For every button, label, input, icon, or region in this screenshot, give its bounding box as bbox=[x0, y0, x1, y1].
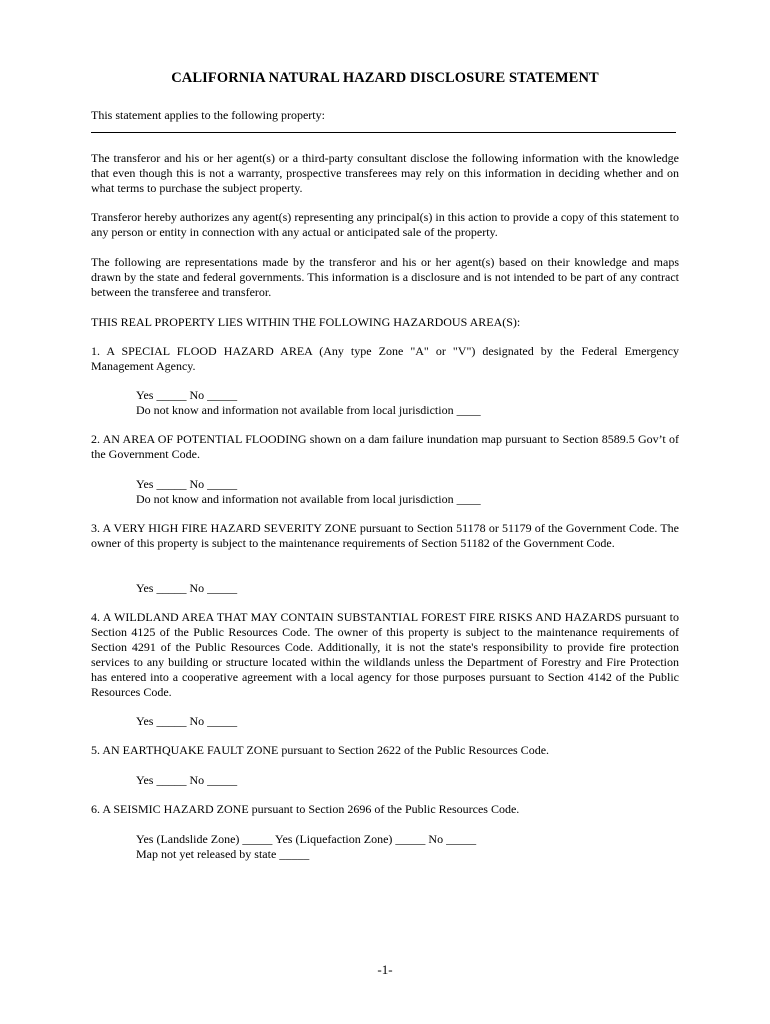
hazard-item-1-options[interactable]: Yes _____ No _____ bbox=[136, 388, 238, 402]
hazard-item-6: 6. A SEISMIC HAZARD ZONE pursuant to Section 2696 of the Public Resources Code. bbox=[91, 802, 520, 816]
hazard-item-2-unknown[interactable]: Do not know and information not available from local jurisdiction ____ bbox=[136, 492, 481, 506]
page-number: -1- bbox=[377, 962, 393, 977]
hazard-item-2-options[interactable]: Yes _____ No _____ bbox=[136, 477, 238, 491]
hazard-item-3-options[interactable]: Yes _____ No _____ bbox=[136, 581, 238, 595]
representations-paragraph: The following are representations made by the transferor and his or her agent(s) based on their knowledge and maps drawn by the state and federal governments. This information is a disclosure and is not intended to be part of any contract between the transferee and transferor. bbox=[91, 255, 679, 299]
hazard-item-6-map-status[interactable]: Map not yet released by state _____ bbox=[136, 847, 310, 861]
property-blank-line[interactable] bbox=[91, 132, 676, 133]
hazard-item-5: 5. AN EARTHQUAKE FAULT ZONE pursuant to Section 2622 of the Public Resources Code. bbox=[91, 743, 550, 757]
hazard-item-4-options[interactable]: Yes _____ No _____ bbox=[136, 714, 238, 728]
hazard-item-1-unknown[interactable]: Do not know and information not available from local jurisdiction ____ bbox=[136, 403, 481, 417]
authorization-paragraph: Transferor hereby authorizes any agent(s) representing any principal(s) in this action to provide a copy of this statement to any person or entity in connection with any actual or anticipated sale of the property. bbox=[91, 210, 679, 239]
hazard-item-1: 1. A SPECIAL FLOOD HAZARD AREA (Any type Zone "A" or "V") designated by the Federal Emergency Management Agency. bbox=[91, 344, 679, 373]
page-title: CALIFORNIA NATURAL HAZARD DISCLOSURE STATEMENT bbox=[171, 70, 599, 86]
applies-to-label: This statement applies to the following property: bbox=[91, 108, 325, 122]
hazard-item-3: 3. A VERY HIGH FIRE HAZARD SEVERITY ZONE pursuant to Section 51178 or 51179 of the Government Code. The owner of this property is subject to the maintenance requirements of Section 51182 of the Government Code. bbox=[91, 521, 679, 550]
hazard-heading: THIS REAL PROPERTY LIES WITHIN THE FOLLOWING HAZARDOUS AREA(S): bbox=[91, 315, 521, 329]
hazard-item-4: 4. A WILDLAND AREA THAT MAY CONTAIN SUBSTANTIAL FOREST FIRE RISKS AND HAZARDS pursuant to Section 4125 of the Public Resources Code. The owner of this property is subject to the maintenance requirements of Section 4291 of the Public Resources Code. Additionally, it is not the state's responsibility to provide fire protection services to any building or structure located within the wildlands unless the Department of Forestry and Fire Protection has entered into a cooperative agreement with a local agency for those purposes pursuant to Section 4142 of the Public Resources Code. bbox=[91, 610, 679, 699]
hazard-item-5-options[interactable]: Yes _____ No _____ bbox=[136, 773, 238, 787]
hazard-item-6-options[interactable]: Yes (Landslide Zone) _____ Yes (Liquefaction Zone) _____ No _____ bbox=[136, 832, 477, 846]
disclosure-paragraph: The transferor and his or her agent(s) or a third-party consultant disclose the following information with the knowledge that even though this is not a warranty, prospective transferees may rely on this information in deciding whether and on what terms to purchase the subject property. bbox=[91, 151, 679, 195]
hazard-item-2: 2. AN AREA OF POTENTIAL FLOODING shown on a dam failure inundation map pursuant to Section 8589.5 Gov’t of the Government Code. bbox=[91, 432, 679, 461]
